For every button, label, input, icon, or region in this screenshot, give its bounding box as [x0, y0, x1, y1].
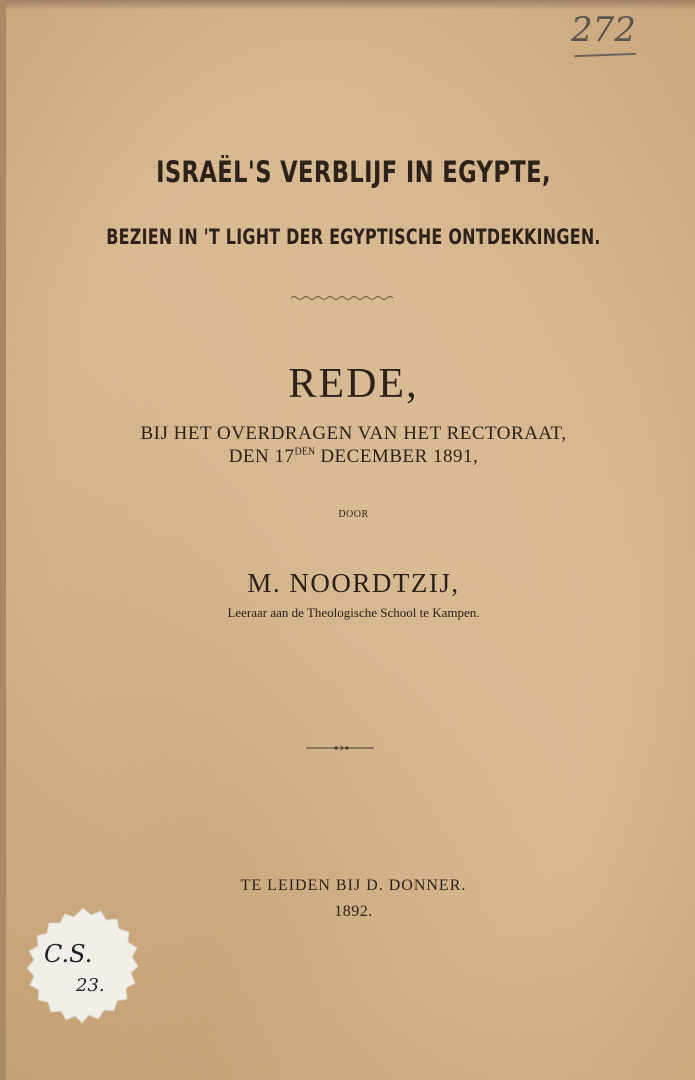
label-shelf-number: 23. — [76, 975, 105, 996]
book-title: ISRAËL'S VERBLIJF IN EGYPTE, — [156, 155, 551, 189]
wavy-divider — [291, 294, 396, 302]
heading-rede: REDE, — [288, 361, 419, 407]
occasion-line-2 — [6, 446, 695, 468]
occasion-date-suffix: DECEMBER 1891, — [315, 446, 479, 467]
ornament-divider — [306, 742, 374, 754]
library-label-seal — [18, 906, 148, 1034]
book-subtitle: BEZIEN IN 'T LIGHT DER EGYPTISCHE ONTDEKKINGEN. — [106, 225, 601, 249]
author-name: M. NOORDTZIJ, — [247, 568, 460, 598]
publisher-line: TE LEIDEN BIJ D. DONNER. — [240, 877, 467, 894]
handwritten-underline — [574, 53, 636, 57]
occasion-line-1: BIJ HET OVERDRAGEN VAN HET RECTORAAT, — [140, 423, 567, 444]
occasion-date-superscript: DEN — [294, 446, 316, 458]
publication-year: 1892. — [334, 903, 373, 920]
label-shelf-code: C.S. — [44, 940, 93, 968]
by-label: DOOR — [338, 509, 369, 520]
author-affiliation: Leeraar aan de Theologische School te Kampen. — [227, 605, 480, 620]
handwritten-shelf-number: 272 — [571, 10, 636, 50]
occasion-date-prefix: DEN 17 — [228, 446, 295, 467]
page-top-edge — [6, 0, 695, 10]
